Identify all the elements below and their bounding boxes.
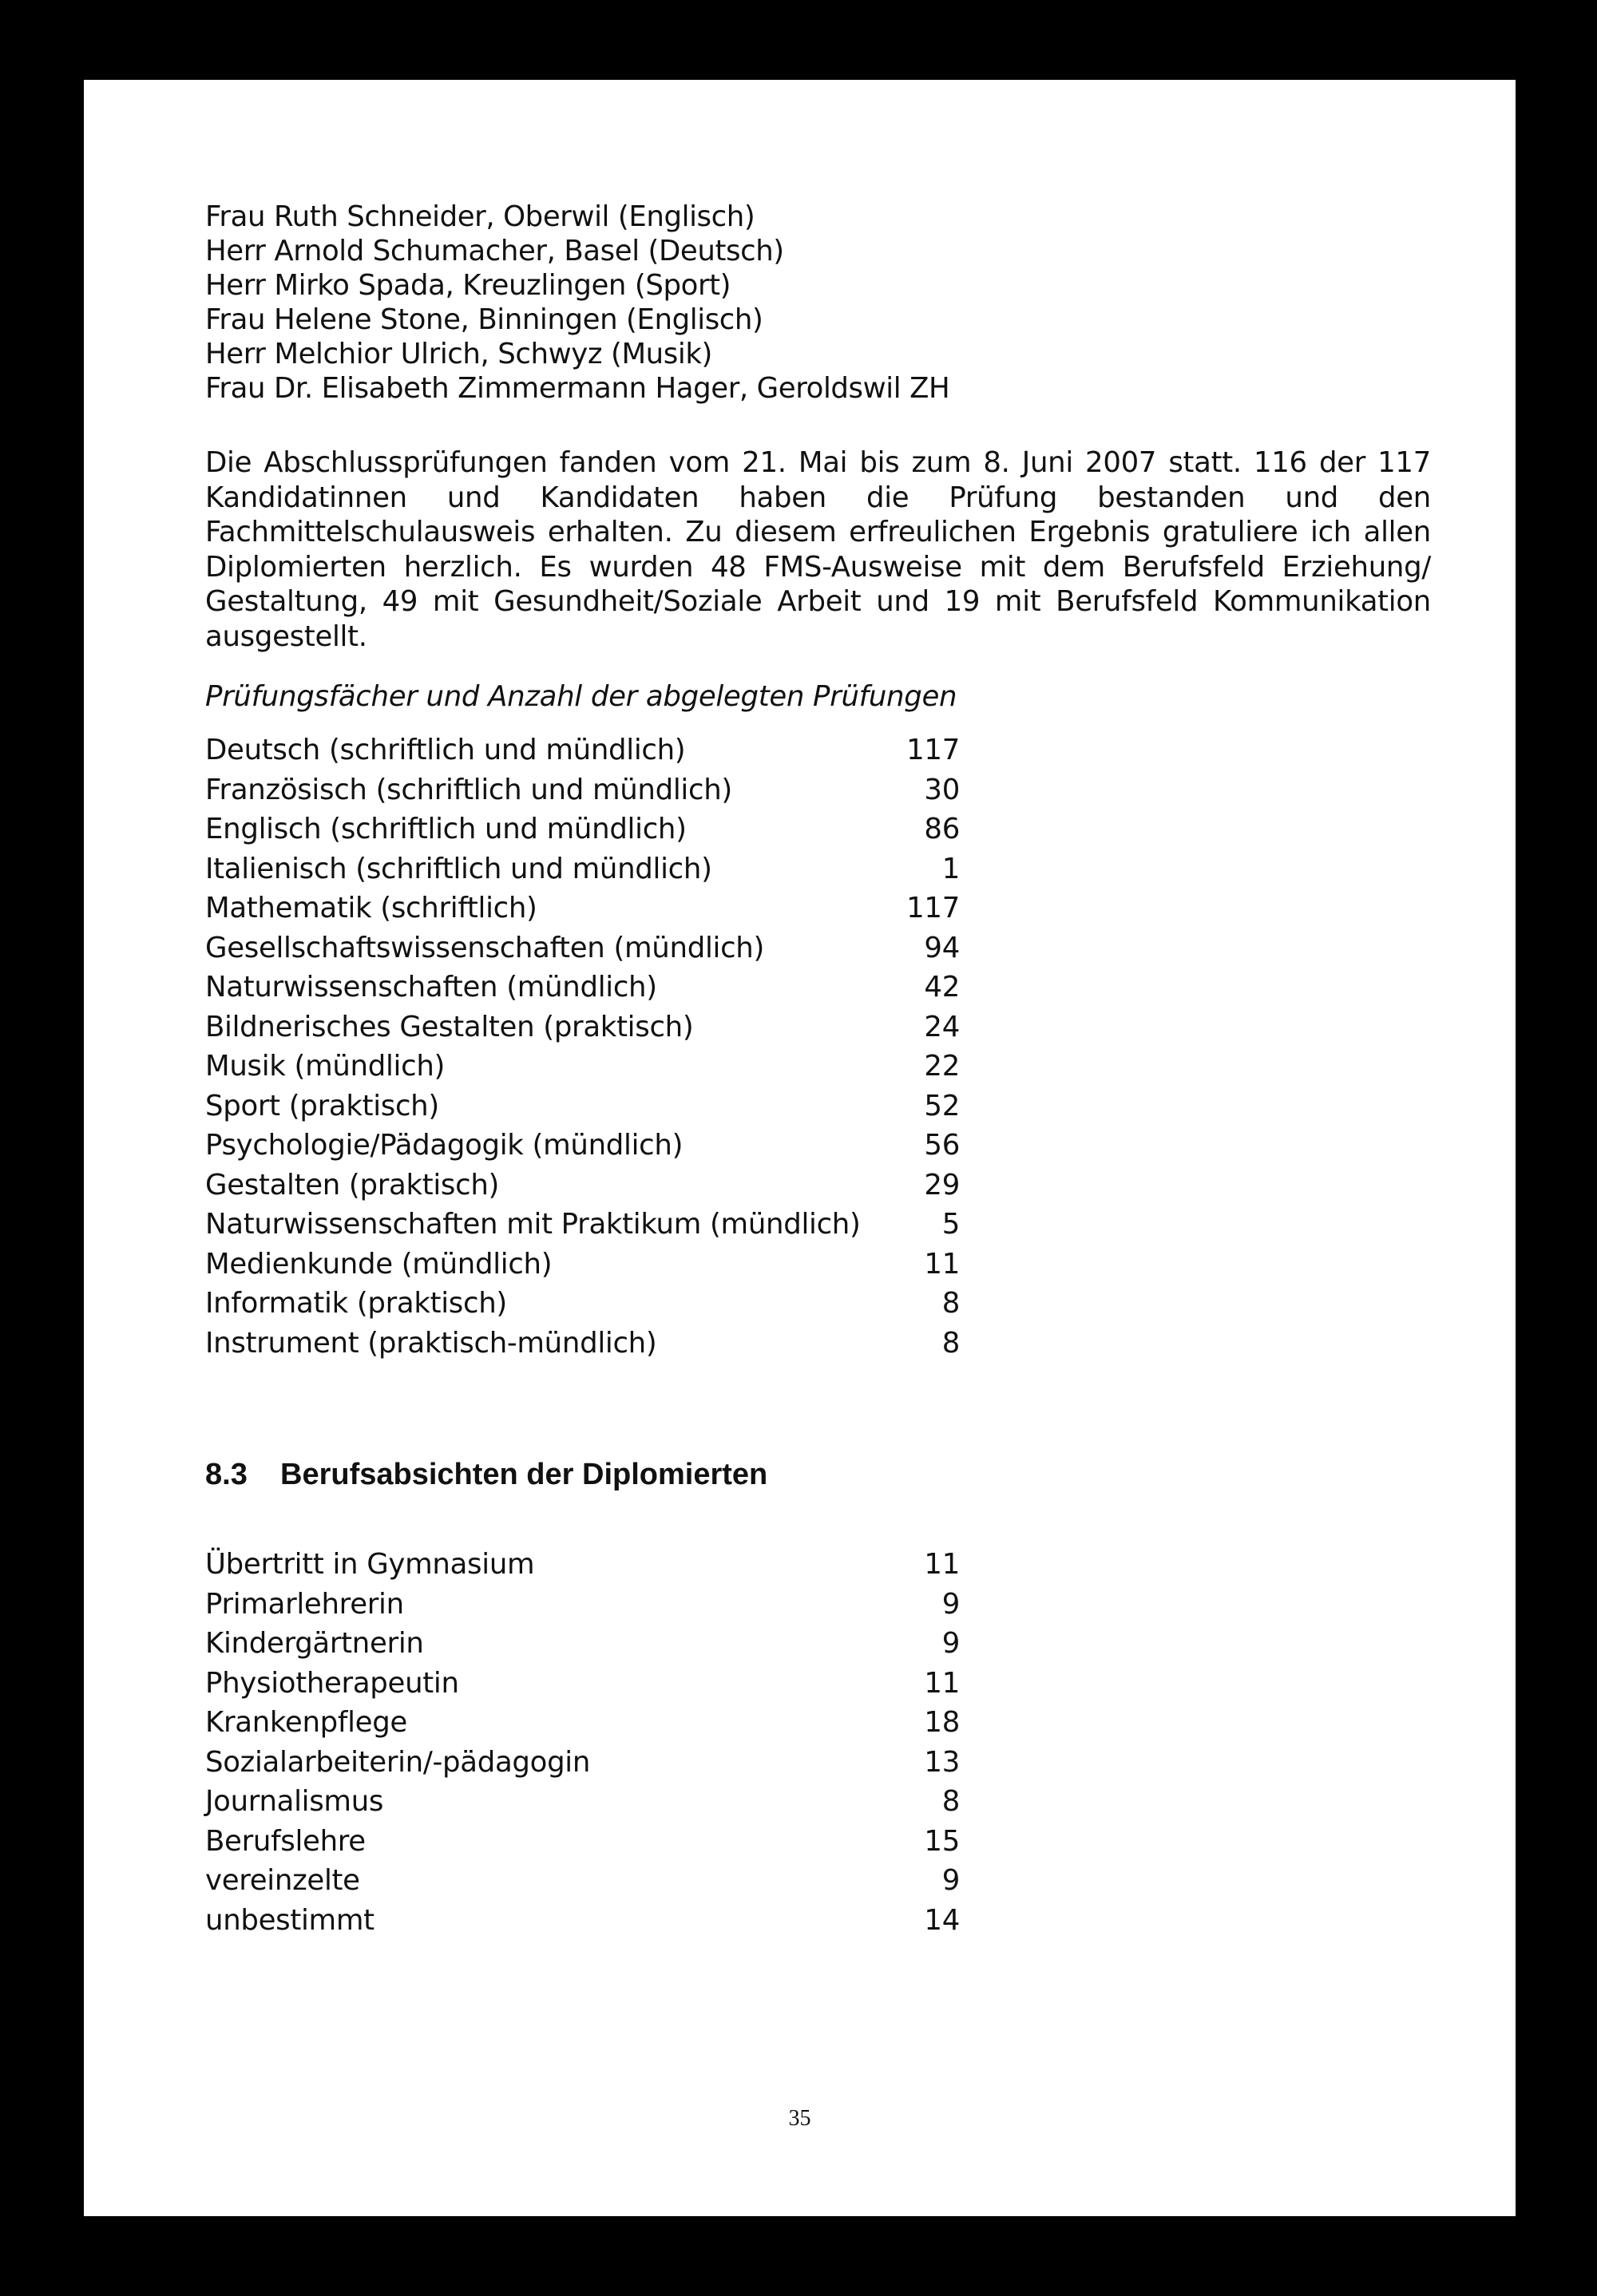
exams-table [205, 733, 1004, 1365]
table-row [205, 970, 1004, 1010]
table-row [205, 1784, 1004, 1824]
career-label: vereinzelte [205, 1864, 360, 1897]
count-value: 30 [924, 773, 960, 806]
count-value: 9 [941, 1627, 960, 1660]
section-heading [205, 1456, 1243, 1493]
page-number: 35 [788, 2106, 811, 2131]
table-row [205, 773, 1004, 813]
table-row [205, 1326, 1004, 1366]
count-value: 8 [941, 1287, 960, 1320]
count-value: 1 [941, 852, 960, 885]
document-page [84, 80, 1516, 2216]
count-value: 52 [924, 1089, 960, 1122]
count-value: 56 [924, 1129, 960, 1162]
career-label: Krankenpflege [205, 1706, 407, 1739]
examiner-line: Herr Arnold Schumacher, Basel (Deutsch) [205, 235, 784, 267]
table-row [205, 1247, 1004, 1287]
career-label: unbestimmt [205, 1903, 374, 1937]
career-label: Journalismus [205, 1785, 384, 1818]
table-row [205, 1128, 1004, 1168]
subject-label: Mathematik (schriftlich) [205, 892, 537, 924]
career-label: Kindergärtnerin [205, 1627, 424, 1660]
table-row [205, 891, 1004, 931]
table-row [205, 1903, 1004, 1943]
table-row [205, 931, 1004, 971]
table-row [205, 852, 1004, 892]
count-value: 117 [906, 892, 960, 924]
table-row [205, 733, 1004, 773]
career-label: Sozialarbeiterin/-pädagogin [205, 1745, 591, 1779]
subject-label: Instrument (praktisch-mündlich) [205, 1326, 657, 1360]
count-value: 9 [941, 1587, 960, 1621]
subject-label: Informatik (praktisch) [205, 1287, 507, 1320]
subject-label: Psychologie/Pädagogik (mündlich) [205, 1129, 684, 1162]
results-paragraph: Die Abschlussprüfungen fanden vom 21. Mai bis zum 8. Juni 2007 statt. 116 der 117 Kandidatinnen und Kandidaten haben die Prüfung bestanden und den Fachmittelschulausweis erhalten. Zu diesem erfreulichen Ergebnis gratuliere ich allen Diplomierten herzlich. Es wurden 48 FMS-Ausweise mit dem Berufsfeld Erziehung/ Gestaltung, 49 mit Gesundheit/Soziale Arbeit und 19 mit Berufsfeld Kommunikation ausgestellt. [205, 446, 1431, 653]
count-value: 86 [924, 813, 960, 845]
count-value: 24 [924, 1010, 960, 1043]
subject-label: Gestalten (praktisch) [205, 1168, 500, 1201]
table-row [205, 1168, 1004, 1208]
section-number: 8.3 [205, 1458, 248, 1491]
subject-label: Musik (mündlich) [205, 1050, 446, 1083]
subject-label: Naturwissenschaften (mündlich) [205, 971, 657, 1004]
examiner-line: Herr Melchior Ulrich, Schwyz (Musik) [205, 338, 712, 370]
table-row [205, 1089, 1004, 1129]
count-value: 13 [924, 1745, 960, 1779]
table-row [205, 1207, 1004, 1247]
subject-label: Medienkunde (mündlich) [205, 1247, 553, 1281]
subject-label: Französisch (schriftlich und mündlich) [205, 773, 732, 806]
table-row [205, 1705, 1004, 1745]
examiner-line: Frau Dr. Elisabeth Zimmermann Hager, Geroldswil ZH [205, 372, 950, 405]
career-label: Physiotherapeutin [205, 1666, 459, 1700]
count-value: 94 [924, 931, 960, 964]
subject-label: Sport (praktisch) [205, 1089, 439, 1122]
exams-subtitle: Prüfungsfächer und Anzahl der abgelegten Prüfungen [205, 680, 957, 713]
count-value: 8 [941, 1326, 960, 1360]
examiner-line: Herr Mirko Spada, Kreuzlingen (Sport) [205, 269, 731, 302]
count-value: 15 [924, 1824, 960, 1858]
count-value: 22 [924, 1050, 960, 1083]
count-value: 5 [941, 1208, 960, 1241]
examiner-line: Frau Helene Stone, Binningen (Englisch) [205, 303, 763, 336]
count-value: 117 [906, 734, 960, 766]
career-table [205, 1547, 1004, 1942]
table-row [205, 1286, 1004, 1326]
examiner-line: Frau Ruth Schneider, Oberwil (Englisch) [205, 200, 755, 233]
count-value: 9 [941, 1864, 960, 1897]
count-value: 8 [941, 1785, 960, 1818]
subject-label: Bildnerisches Gestalten (praktisch) [205, 1010, 694, 1043]
table-row [205, 1824, 1004, 1864]
table-row [205, 1547, 1004, 1587]
count-value: 11 [924, 1666, 960, 1700]
subject-label: Italienisch (schriftlich und mündlich) [205, 852, 712, 885]
table-row [205, 1049, 1004, 1089]
subject-label: Naturwissenschaften mit Praktikum (mündlich) [205, 1208, 861, 1241]
table-row [205, 1745, 1004, 1785]
examiner-list [205, 200, 1403, 406]
table-row [205, 812, 1004, 852]
table-row [205, 1666, 1004, 1706]
career-label: Übertritt in Gymnasium [205, 1548, 535, 1581]
count-value: 11 [924, 1548, 960, 1581]
subject-label: Englisch (schriftlich und mündlich) [205, 813, 687, 845]
section-title: Berufsabsichten der Diplomierten [280, 1458, 768, 1491]
table-row [205, 1863, 1004, 1903]
table-row [205, 1626, 1004, 1666]
table-row [205, 1587, 1004, 1627]
count-value: 11 [924, 1247, 960, 1281]
table-row [205, 1010, 1004, 1050]
count-value: 29 [924, 1168, 960, 1201]
career-label: Berufslehre [205, 1824, 366, 1858]
count-value: 14 [924, 1903, 960, 1937]
count-value: 42 [924, 971, 960, 1004]
count-value: 18 [924, 1706, 960, 1739]
subject-label: Gesellschaftswissenschaften (mündlich) [205, 931, 765, 964]
career-label: Primarlehrerin [205, 1587, 404, 1621]
subject-label: Deutsch (schriftlich und mündlich) [205, 734, 686, 766]
